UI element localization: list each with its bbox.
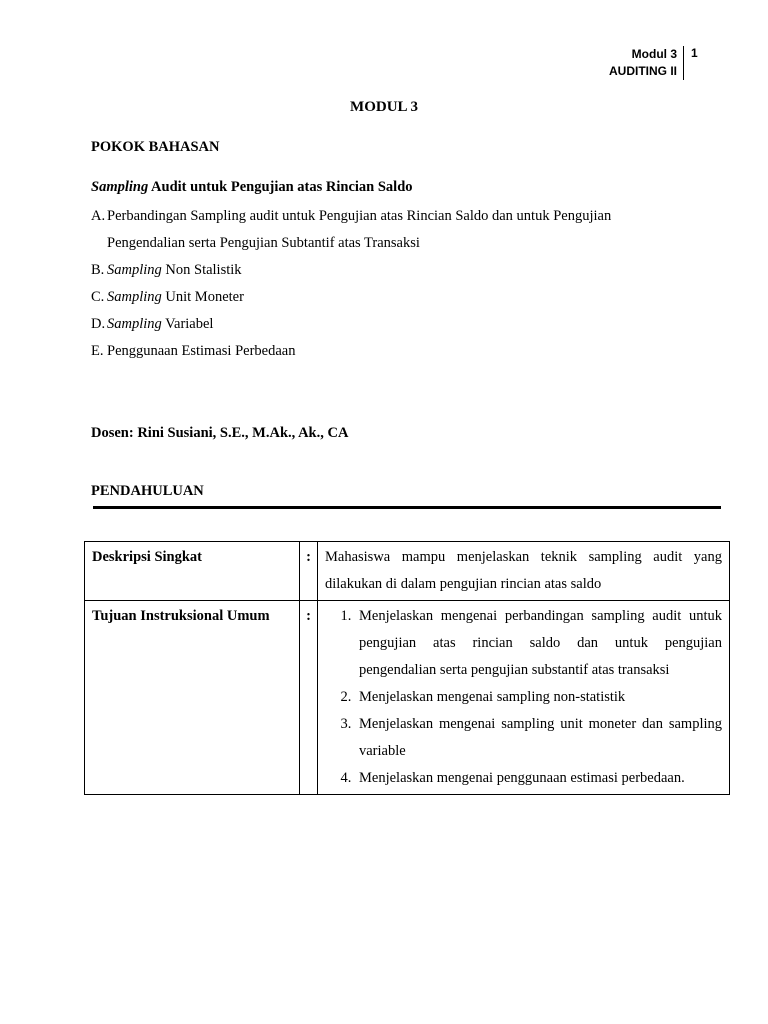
subtopic-item: [91, 338, 651, 365]
section-heading: POKOK BAHASAN: [91, 139, 220, 155]
table-row: [85, 542, 730, 601]
row-separator: :: [300, 601, 318, 795]
subtopic-item: [91, 284, 651, 311]
subtopic-label: C.: [91, 289, 105, 305]
subtopic-text: Sampling Unit Moneter: [107, 289, 244, 305]
running-header: [609, 46, 684, 80]
header-module: Modul 3: [631, 47, 677, 61]
page-number: 1: [691, 46, 698, 60]
objective-item: 1. Menjelaskan mengenai perbandingan sampling audit untuk pengujian atas rincian saldo dan untuk pengujian pengendalian serta pengujian substantif atas transaksi: [355, 603, 722, 684]
subtopic-text: Penggunaan Estimasi Perbedaan: [107, 343, 296, 359]
topic-title: [91, 179, 413, 196]
objectives-cell: [318, 601, 730, 795]
subtopic-label: A.: [91, 208, 106, 224]
subtopic-list: [91, 203, 651, 365]
objective-item: 3. Menjelaskan mengenai sampling unit moneter dan sampling variable: [355, 711, 722, 765]
row-description: Mahasiswa mampu menjelaskan teknik sampling audit yang dilakukan di dalam pengujian rincian atas saldo: [318, 542, 730, 601]
module-title: MODUL 3: [350, 99, 418, 115]
intro-heading: PENDAHULUAN: [91, 483, 204, 499]
heading-divider: [93, 506, 721, 509]
row-separator: :: [300, 542, 318, 601]
table-row: [85, 601, 730, 795]
subtopic-text: Sampling Variabel: [107, 316, 214, 332]
subtopic-text: Perbandingan Sampling audit untuk Pengujian atas Rincian Saldo dan untuk Pengujian: [107, 208, 612, 224]
intro-table: [84, 541, 730, 795]
objective-item: 4. Menjelaskan mengenai penggunaan estimasi perbedaan.: [355, 765, 722, 792]
subtopic-item: [91, 311, 651, 338]
subtopic-item: [91, 257, 651, 284]
topic-italic: Sampling: [91, 179, 149, 195]
subtopic-label: B.: [91, 262, 105, 278]
row-label: Tujuan Instruksional Umum: [85, 601, 300, 795]
topic-rest: Audit untuk Pengujian atas Rincian Saldo: [148, 179, 413, 195]
subtopic-text: Sampling Non Stalistik: [107, 262, 242, 278]
lecturer-name: Dosen: Rini Susiani, S.E., M.Ak., Ak., CA: [91, 425, 349, 441]
row-label: Deskripsi Singkat: [85, 542, 300, 601]
subtopic-continuation: Pengendalian serta Pengujian Subtantif atas Transaksi: [107, 235, 420, 251]
subtopic-label: E.: [91, 343, 104, 359]
objectives-list: [325, 603, 722, 792]
objective-item: 2. Menjelaskan mengenai sampling non-statistik: [355, 684, 722, 711]
subtopic-item: [91, 203, 651, 230]
subtopic-label: D.: [91, 316, 106, 332]
header-course: AUDITING II: [609, 64, 677, 78]
